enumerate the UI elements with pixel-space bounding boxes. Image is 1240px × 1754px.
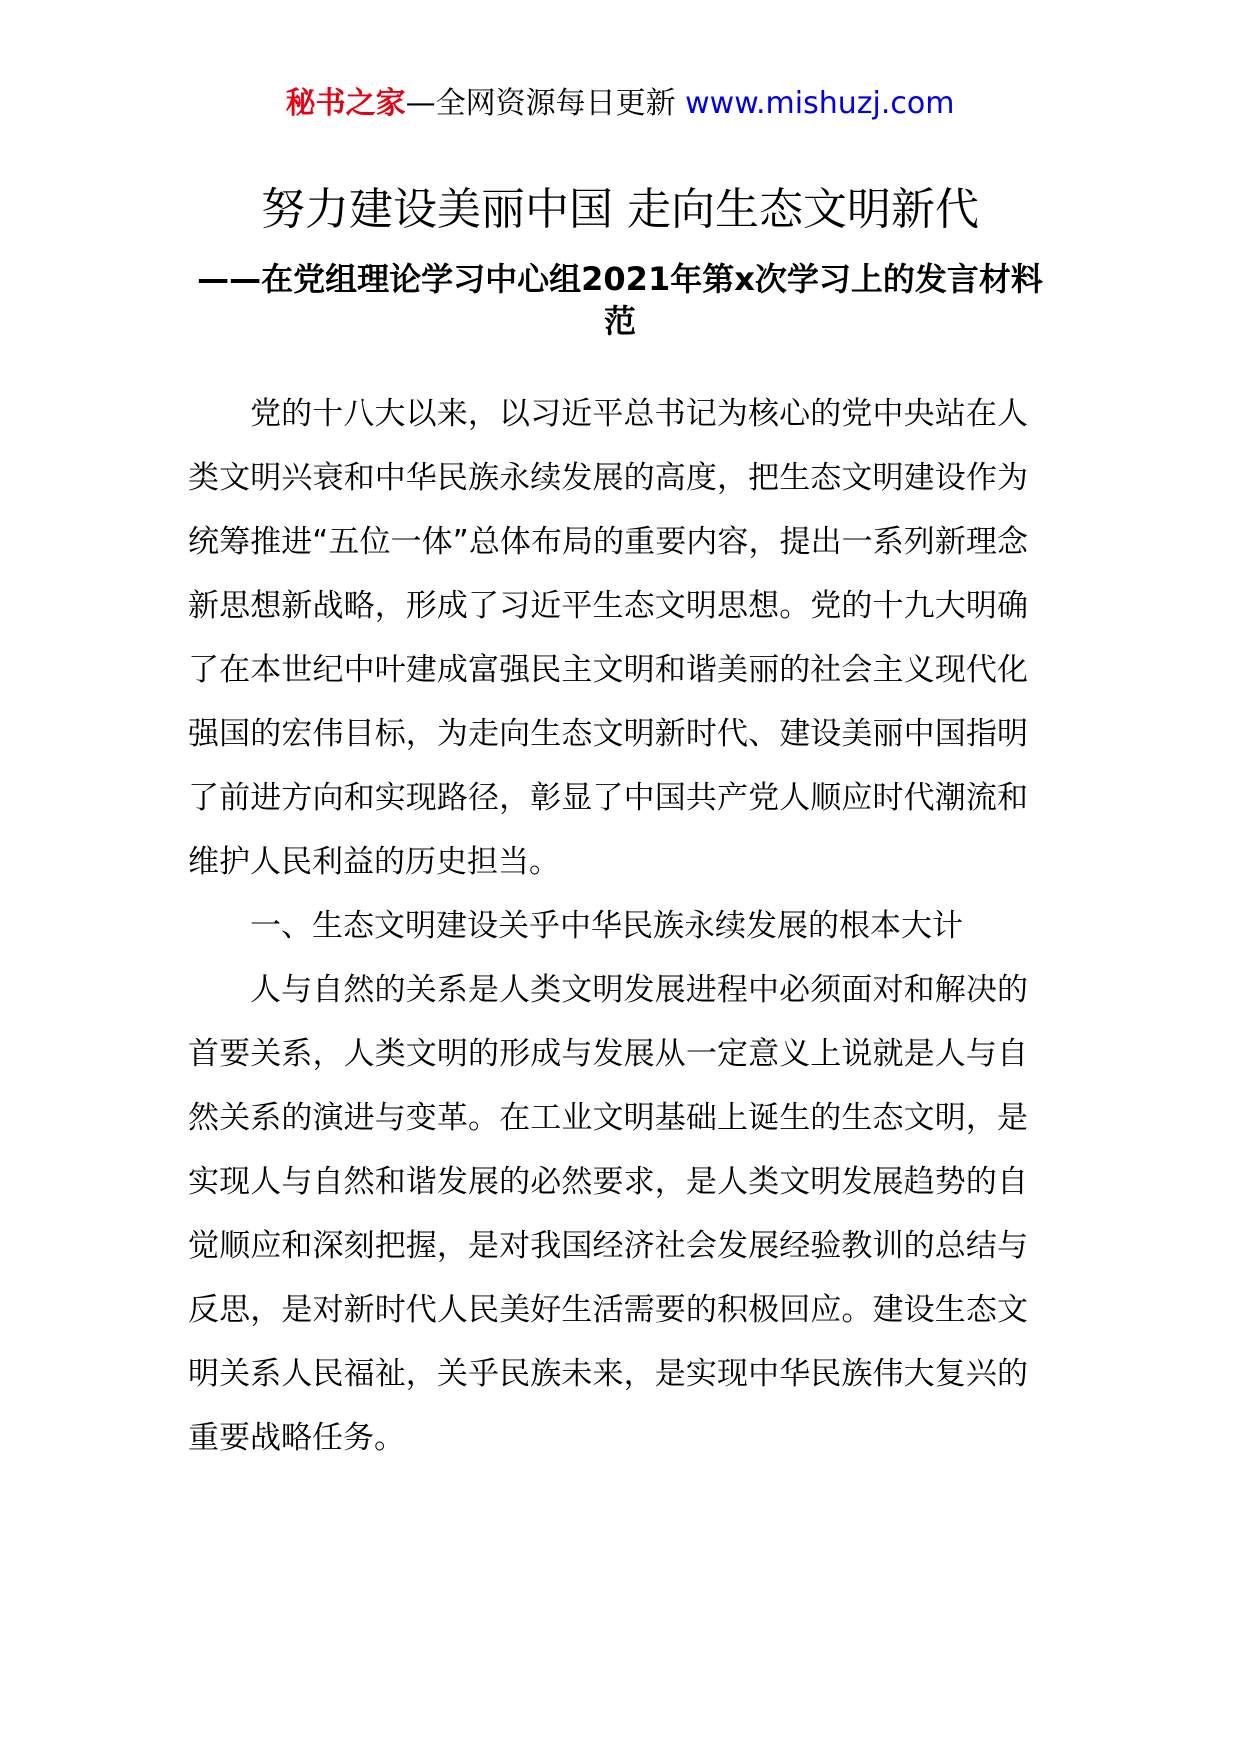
document-title: 努力建设美丽中国 走向生态文明新代 — [261, 184, 979, 235]
body-paragraph: 人与自然的关系是人类文明发展进程中必须面对和解决的首要关系，人类文明的形成与发展从一定意义上说就是人与自然关系的演进与变革。在工业文明基础上诞生的生态文明，是实现人与自然和谐发展的必然要求，是人类文明发展趋势的自觉顺应和深刻把握，是对我国经济社会发展经验教训的总结与反思，是对新时代人民美好生活需要的积极回应。建设生态文明关系人民福祉，关乎民族未来，是实现中华民族伟大复兴的重要战略任务。 — [188, 972, 1028, 1456]
document-subtitle: ——在党组理论学习中心组2021年第x次学习上的发言材料范 — [197, 260, 1043, 340]
document-body — [188, 382, 1028, 1470]
intro-paragraph: 党的十八大以来，以习近平总书记为核心的党中央站在人类文明兴衰和中华民族永续发展的高度，把生态文明建设作为统筹推进“五位一体”总体布局的重要内容，提出一系列新理念新思想新战略，形成了习近平生态文明思想。党的十九大明确了在本世纪中叶建成富强民主文明和谐美丽的社会主义现代化强国的宏伟目标，为走向生态文明新时代、建设美丽中国指明了前进方向和实现路径，彰显了中国共产党人顺应时代潮流和维护人民利益的历史担当。 — [188, 396, 1028, 880]
site-url-link[interactable]: www.mishuzj.com — [685, 86, 955, 121]
site-brand: 秘书之家 — [285, 86, 406, 121]
site-tagline: —全网资源每日更新 — [405, 86, 676, 121]
section-heading: 一、生态文明建设关乎中华民族永续发展的根本大计 — [250, 908, 963, 944]
site-header — [0, 84, 1240, 124]
